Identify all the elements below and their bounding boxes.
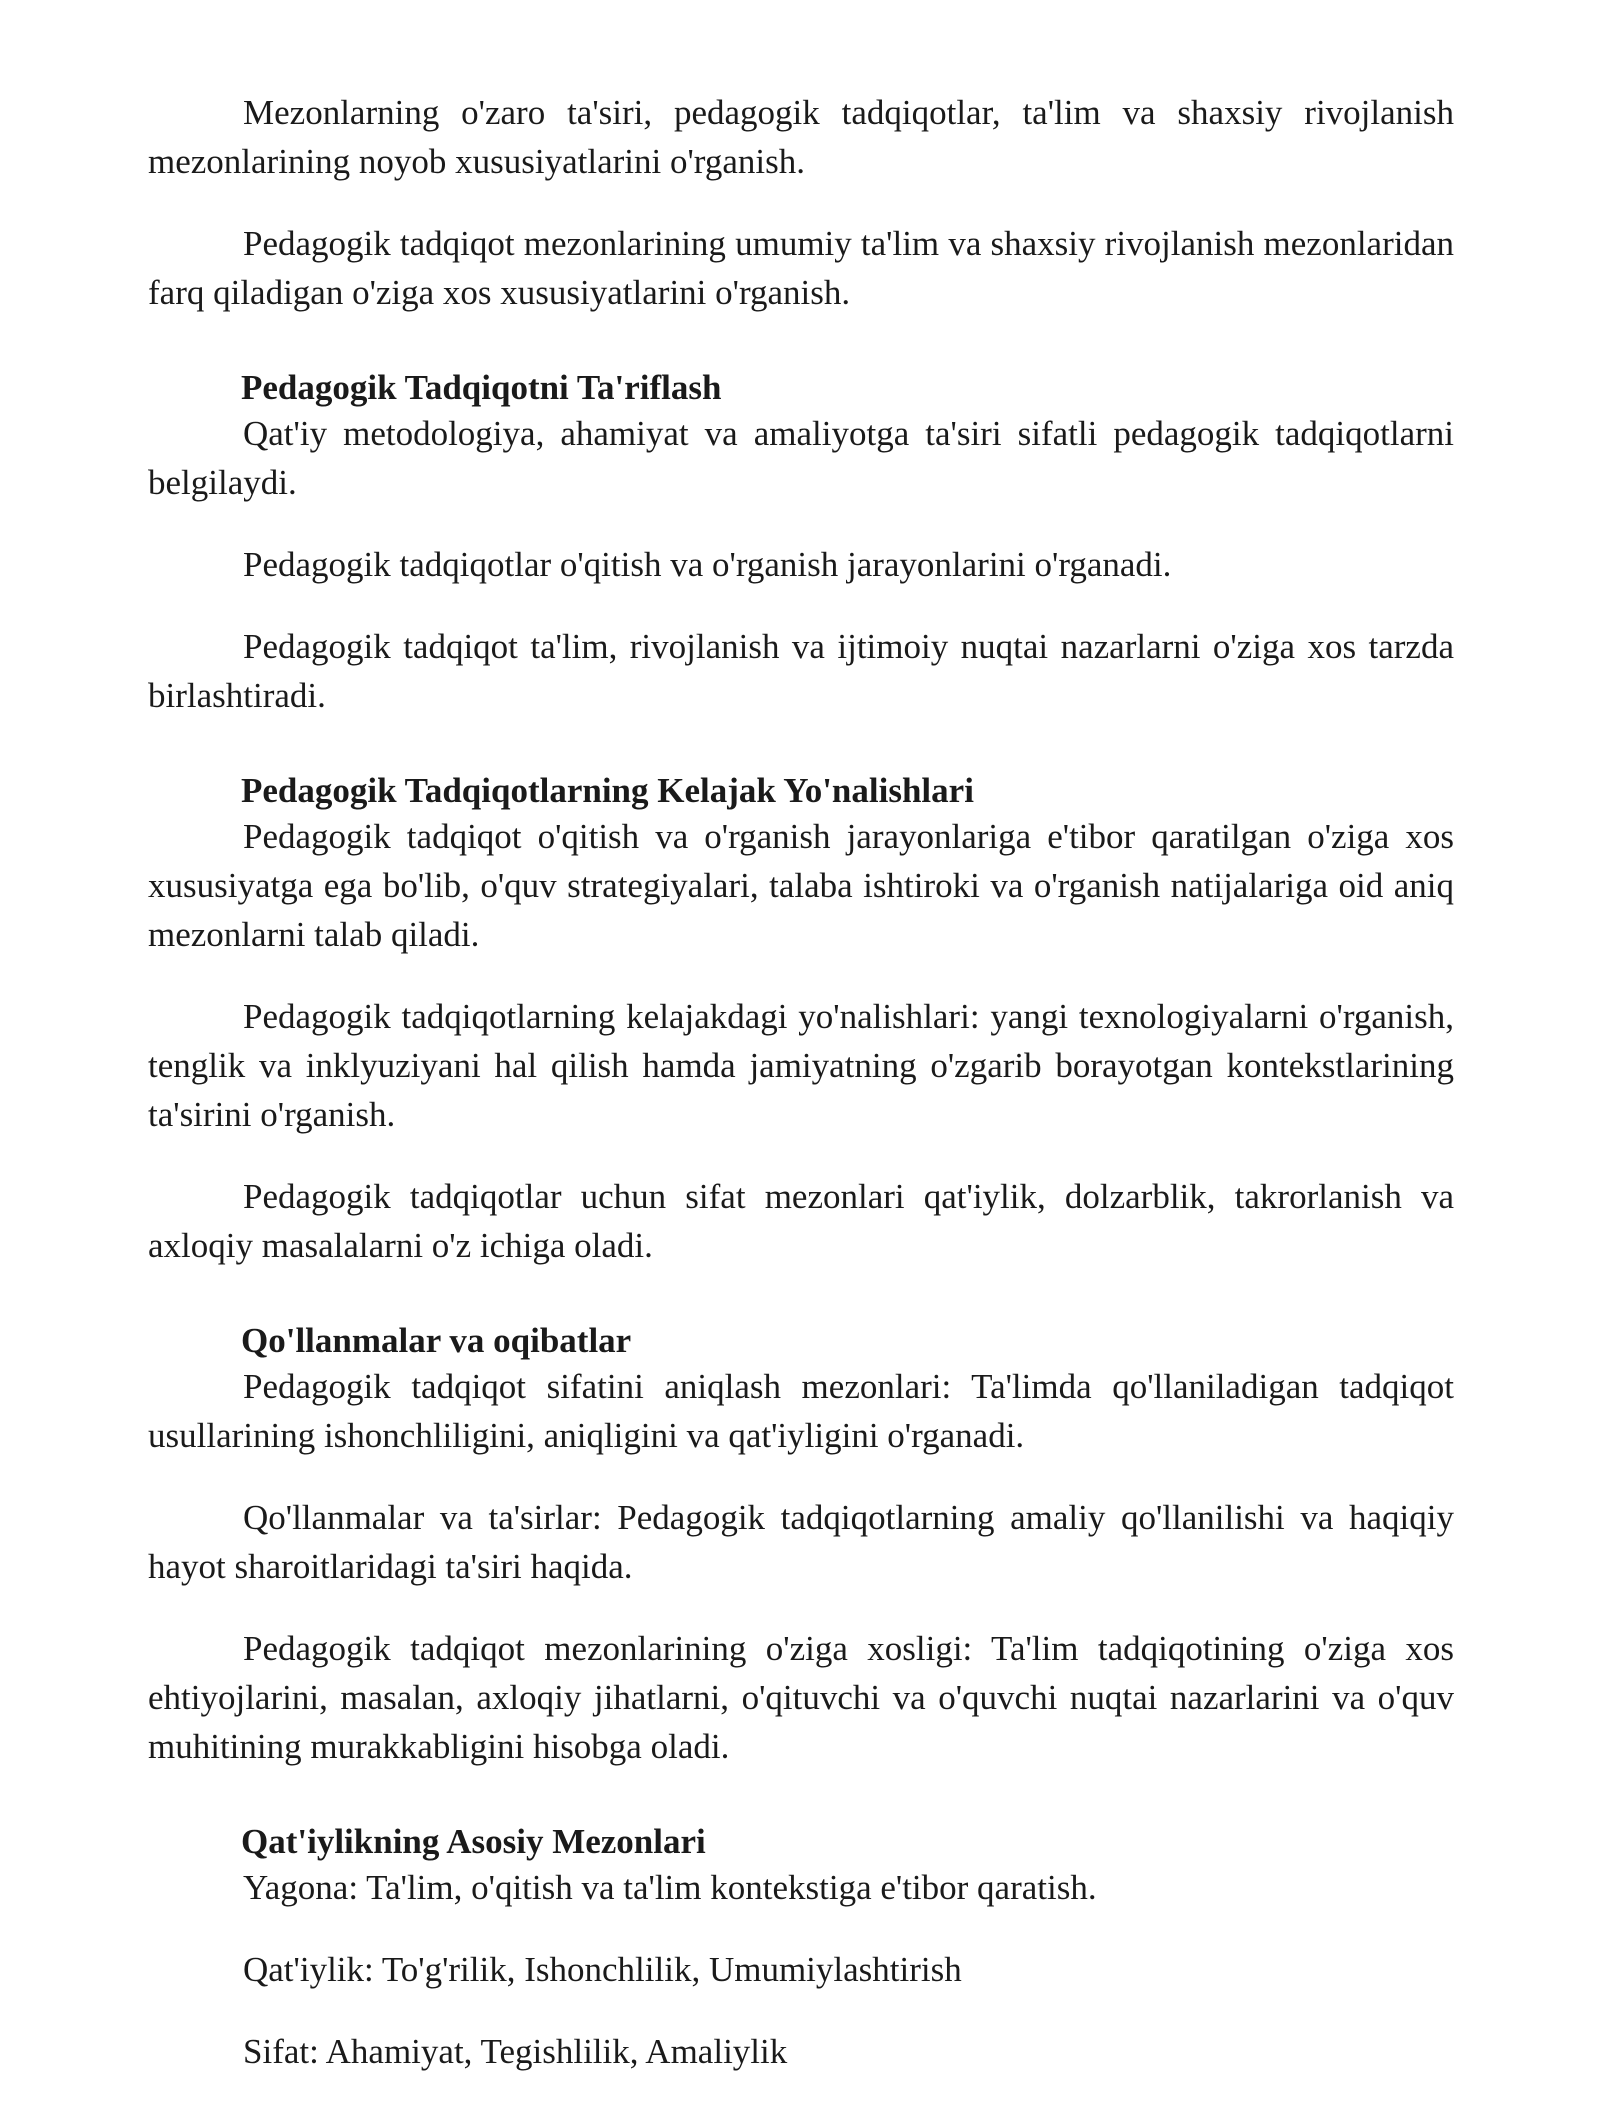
document-page [148,88,1454,2109]
paragraph: Pedagogik tadqiqot ta'lim, rivojlanish va ijtimoiy nuqtai nazarlarni o'ziga xos tarzda birlashtiradi. [148,627,1454,715]
paragraph: Yagona: Ta'lim, o'qitish va ta'lim kontekstiga e'tibor qaratish. [243,1868,1097,1907]
section-heading: Pedagogik Tadqiqotni Ta'riflash [241,368,722,407]
paragraph: Qo'llanmalar va ta'sirlar: Pedagogik tadqiqotlarning amaliy qo'llanilishi va haqiqiy hayot sharoitlaridagi ta'siri haqida. [148,1498,1454,1586]
paragraph: Qat'iylik: To'g'rilik, Ishonchlilik, Umumiylashtirish [243,1950,962,1989]
section-heading: Pedagogik Tadqiqotlarning Kelajak Yo'nalishlari [241,771,974,810]
paragraph: Pedagogik tadqiqot o'qitish va o'rganish jarayonlariga e'tibor qaratilgan o'ziga xos xususiyatga ega bo'lib, o'quv strategiyalari, talaba ishtiroki va o'rganish natijalariga oid aniq mezonlarni talab qiladi. [148,817,1454,954]
paragraph: Pedagogik tadqiqotlar o'qitish va o'rganish jarayonlarini o'rganadi. [243,545,1172,584]
paragraph: Pedagogik tadqiqot sifatini aniqlash mezonlari: Ta'limda qo'llaniladigan tadqiqot usullarining ishonchliligini, aniqligini va qat'iyligini o'rganadi. [148,1367,1454,1455]
paragraph: Sifat: Ahamiyat, Tegishlilik, Amaliylik [243,2032,788,2071]
paragraph: Mezonlarning o'zaro ta'siri, pedagogik tadqiqotlar, ta'lim va shaxsiy rivojlanish mezonlarining noyob xususiyatlarini o'rganish. [148,93,1454,181]
paragraph: Pedagogik tadqiqot mezonlarining o'ziga xosligi: Ta'lim tadqiqotining o'ziga xos ehtiyojlarini, masalan, axloqiy jihatlarni, o'qituvchi va o'quvchi nuqtai nazarlarini va o'quv muhitining murakkabligini hisobga oladi. [148,1629,1454,1766]
paragraph: Pedagogik tadqiqotlar uchun sifat mezonlari qat'iylik, dolzarblik, takrorlanish va axloqiy masalalarni o'z ichiga oladi. [148,1177,1454,1265]
paragraph: Pedagogik tadqiqotlarning kelajakdagi yo'nalishlari: yangi texnologiyalarni o'rganish, tenglik va inklyuziyani hal qilish hamda jamiyatning o'zgarib borayotgan kontekstlarining ta'sirini o'rganish. [148,997,1454,1134]
paragraph: Pedagogik tadqiqot mezonlarining umumiy ta'lim va shaxsiy rivojlanish mezonlaridan farq qiladigan o'ziga xos xususiyatlarini o'rganish. [148,224,1454,312]
section-heading: Qat'iylikning Asosiy Mezonlari [241,1822,706,1861]
paragraph: Qat'iy metodologiya, ahamiyat va amaliyotga ta'siri sifatli pedagogik tadqiqotlarni belgilaydi. [148,414,1454,502]
section-heading: Qo'llanmalar va oqibatlar [241,1321,632,1360]
